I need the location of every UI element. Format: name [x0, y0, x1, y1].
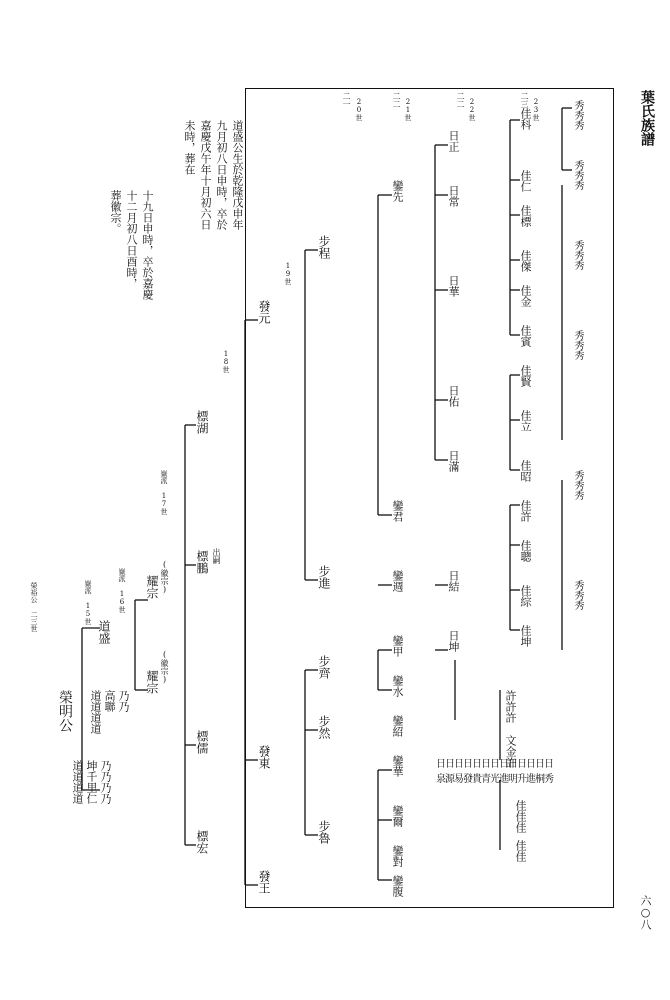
gen22-person: 佳許	[519, 500, 532, 522]
page-title: 葉氏族譜	[639, 90, 655, 146]
gen22-person: 佳標	[519, 205, 532, 227]
gen20-person: 鑾紹	[391, 715, 404, 737]
gen16-person: 耀宗	[145, 575, 159, 599]
bio-line: 十二月初八日酉時，	[125, 190, 138, 289]
gen18-person: 發元	[257, 300, 271, 324]
bio-line: 嘉慶戊午年十月初六日	[199, 120, 212, 230]
gen21-person: 日常	[447, 185, 460, 207]
gen17-person: 標湖	[195, 410, 209, 434]
gen-marker-22-label: 22世	[468, 98, 476, 121]
gen20-person: 鑾甲	[391, 635, 404, 657]
gen23-person: 秀秀秀	[572, 470, 583, 500]
branch-person: 道盛	[97, 620, 111, 644]
gen22-person: 佳賢	[519, 365, 532, 387]
gen-marker-21: 二二	[392, 92, 401, 108]
gen20-person: 鑾先	[391, 180, 404, 202]
gen20-person: 鑾君	[391, 500, 404, 522]
other-sons: 坤千里仁	[85, 760, 98, 804]
gen21-person: 日滿	[447, 450, 460, 472]
gen22-lower: 許許許	[504, 690, 517, 723]
gen22-person: 佳傑	[519, 250, 532, 272]
gen20-person: 鑾腹	[391, 875, 404, 897]
gen17-person: 標宏	[195, 830, 209, 854]
gen20-person: 鑾爾	[391, 805, 404, 827]
gen22-lower: 佳佳佳	[514, 800, 527, 833]
gen19-person: 步程	[317, 235, 331, 259]
other-sons-2: 乃乃	[117, 690, 130, 712]
gen23-person: 秀秀秀	[572, 100, 583, 130]
bio-line: 葬徽宗。	[109, 190, 122, 234]
gen22-person: 佳科	[519, 108, 532, 130]
gen21-bottom-row: 日日日日日日日日日日日日日	[436, 759, 553, 770]
gen23-person: 秀秀秀	[572, 580, 583, 610]
gen23-person: 秀秀秀	[572, 160, 583, 190]
gen21-person: 日結	[447, 570, 460, 592]
gen18-person: 發王	[257, 870, 271, 894]
root-person: 榮明公	[57, 690, 73, 732]
gen-marker-21-label: 21世	[404, 98, 412, 121]
gen20-person: 鑾華	[391, 755, 404, 777]
gen20-person: 鑾週	[391, 570, 404, 592]
gen-marker-23: 二三	[520, 92, 529, 108]
gen16-person-note: (徽宗)	[160, 650, 169, 684]
gen17-moved: 出嗣	[212, 548, 221, 564]
gen23-person: 秀秀秀	[572, 330, 583, 360]
gen22-lower: 佳佳	[514, 840, 527, 862]
gen20-person: 鑾對	[391, 845, 404, 867]
page-number: 六○八	[639, 895, 652, 930]
bio-line: 九月初八日申時，卒於	[215, 120, 228, 230]
gen19-note: 19世	[284, 262, 292, 285]
gen22-person: 佳昭	[519, 460, 532, 482]
gen22-lower: 文金許	[504, 735, 517, 768]
gen22-person: 佳賓	[519, 325, 532, 347]
gen-marker-22: 二二	[456, 92, 465, 108]
gen22-person: 佳仁	[519, 170, 532, 192]
gen22-person: 佳坤	[519, 625, 532, 647]
gen16-person: 耀宗	[145, 670, 159, 694]
gen21-bottom-row: 泉源易發貴青光進明升進桐秀	[436, 774, 553, 785]
root-note: 榮裕公 二三世	[30, 582, 38, 632]
gen16-note: 嶽派 16世	[118, 568, 126, 613]
gen22-person: 佳綜	[519, 585, 532, 607]
gen22-person: 佳金	[519, 285, 532, 307]
gen22-person: 佳聰	[519, 540, 532, 562]
gen17-person: 標鵬	[195, 550, 209, 574]
gen17-note: 嶽派 17世	[160, 470, 168, 515]
gen17-person: 標儒	[195, 730, 209, 754]
gen18-note: 18世	[222, 350, 230, 373]
gen21-person: 日佑	[447, 385, 460, 407]
gen16-person-note: (徽宗)	[160, 560, 169, 594]
bio-line: 道盛公生於乾隆戊申年	[231, 120, 244, 230]
gen-marker-20: 二一	[342, 92, 351, 108]
gen19-person: 步魯	[317, 820, 331, 844]
gen-marker-20-label: 20世	[355, 98, 363, 121]
branch-note: 嶽派 15世	[84, 580, 92, 625]
gen20-person: 鑾水	[391, 675, 404, 697]
other-sons: 道道道道	[71, 760, 84, 804]
gen21-person: 日坤	[447, 630, 460, 652]
gen-marker-23-label: 23世	[532, 98, 540, 121]
other-sons-2: 高聯	[103, 690, 116, 712]
other-sons: 乃乃乃乃	[99, 760, 112, 804]
bio-line: 未時，葬在	[183, 120, 196, 175]
gen19-person: 步然	[317, 715, 331, 739]
gen21-person: 日正	[447, 130, 460, 152]
gen21-person: 日華	[447, 275, 460, 297]
other-sons-2: 道道道道	[89, 690, 102, 734]
gen19-person: 步進	[317, 565, 331, 589]
gen19-person: 步齊	[317, 655, 331, 679]
gen22-person: 佳立	[519, 410, 532, 432]
gen23-person: 秀秀秀	[572, 240, 583, 270]
gen18-person: 發東	[257, 745, 271, 769]
bio-line: 十九日申時，卒於嘉慶	[141, 190, 154, 300]
